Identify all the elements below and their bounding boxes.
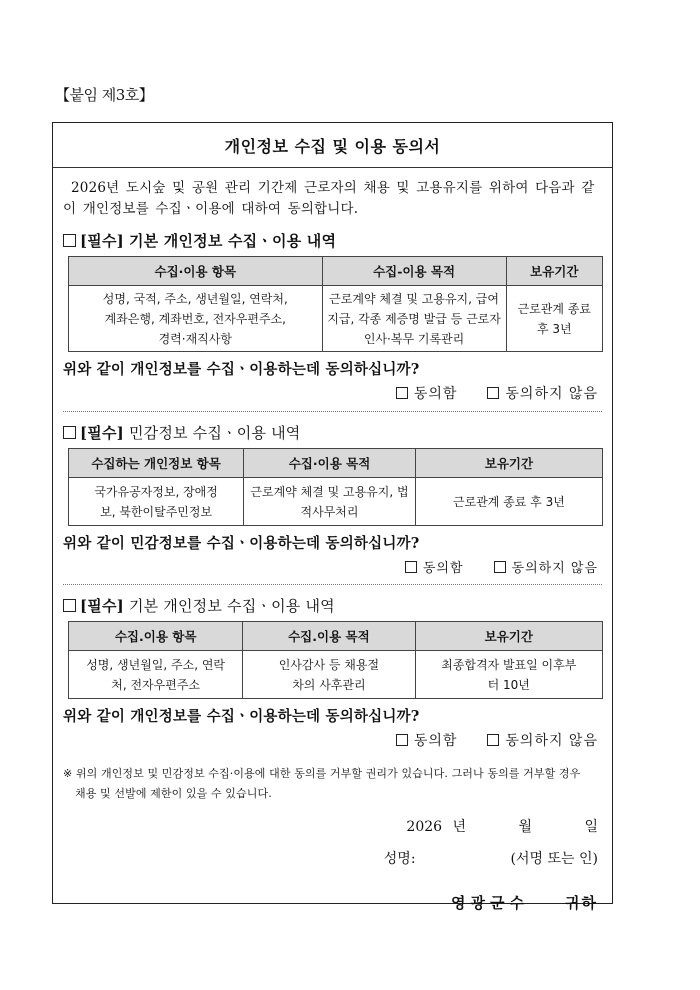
checkbox-agree[interactable] xyxy=(396,387,408,399)
column-header: 수집·이용 목적 xyxy=(244,449,416,478)
section-3-table xyxy=(68,621,603,699)
table-cell: 근로계약 체결 및 고용유지, 급여지급, 각종 제증명 발급 등 근로자 인사·복무 기록관리 xyxy=(322,286,506,352)
section-2-table xyxy=(68,448,603,526)
disagree-option[interactable]: 동의하지 않음 xyxy=(494,557,598,576)
section-heading-text: 기본 개인정보 수집ㆍ이용 내역 xyxy=(128,597,335,615)
day-label: 일 xyxy=(584,819,598,835)
date-row xyxy=(63,816,602,836)
signature-row xyxy=(63,848,602,868)
attachment-label: 【붙임 제3호】 xyxy=(55,86,154,104)
required-tag: [필수] xyxy=(80,424,124,442)
signature-hint: (서명 또는 인) xyxy=(510,851,598,867)
month-label: 월 xyxy=(518,819,533,835)
required-tag: [필수] xyxy=(80,597,124,615)
name-label: 성명: xyxy=(383,851,416,867)
column-header: 수집-이용 목적 xyxy=(322,257,506,286)
checkbox-disagree[interactable] xyxy=(494,561,506,573)
section-2-question: 위와 같이 민감정보를 수집ㆍ이용하는데 동의하십니까? xyxy=(63,535,420,552)
section-heading-text: 민감정보 수집ㆍ이용 내역 xyxy=(128,424,301,442)
checkbox-disagree[interactable] xyxy=(487,734,499,746)
checkbox-square-icon xyxy=(63,234,76,247)
notice-line: ※ 위의 개인정보 및 민감정보 수집·이용에 대한 동의를 거부할 권리가 있습니다. 그러나 동의를 거부할 경우 xyxy=(63,767,581,780)
column-header: 수집하는 개인정보 항목 xyxy=(69,449,244,478)
column-header: 수집.이용 목적 xyxy=(243,622,415,651)
section-1-question: 위와 같이 개인정보를 수집ㆍ이용하는데 동의하십니까? xyxy=(63,361,420,378)
section-1-table xyxy=(68,256,603,352)
title-row xyxy=(53,123,612,168)
column-header: 수집·이용 항목 xyxy=(69,257,323,286)
table-cell: 성명, 생년월일, 주소, 연락처, 전자우편주소 xyxy=(69,651,243,699)
intro-text: 2026년 도시숲 및 공원 관리 기간제 근로자의 채용 및 고용유지를 위하여 다음과 같이 개인정보를 수집ㆍ이용에 대하여 동의합니다. xyxy=(63,180,595,217)
section-2-heading xyxy=(63,422,602,443)
table-cell: 성명, 국적, 주소, 생년월일, 연락처, 계좌은행, 계좌번호, 전자우편주소, 경력·재직사항 xyxy=(69,286,323,352)
section-2-consent-options xyxy=(63,557,602,576)
column-header: 수집.이용 항목 xyxy=(69,622,243,651)
section-1-heading xyxy=(63,230,602,251)
table-cell: 인사감사 등 채용절차의 사후관리 xyxy=(243,651,415,699)
table-cell: 최종합격자 발표일 이후부터 10년 xyxy=(415,651,602,699)
agree-option[interactable]: 동의함 xyxy=(405,557,464,576)
checkbox-agree[interactable] xyxy=(405,561,417,573)
checkbox-disagree[interactable] xyxy=(487,387,499,399)
checkbox-square-icon xyxy=(63,599,76,612)
recipient-name: 영광군수 xyxy=(451,894,530,912)
disagree-option[interactable]: 동의하지 않음 xyxy=(487,383,598,403)
section-1-consent-options xyxy=(63,383,602,403)
refusal-notice xyxy=(63,764,602,804)
agree-option[interactable]: 동의함 xyxy=(396,730,458,750)
checkbox-agree[interactable] xyxy=(396,734,408,746)
notice-line: 채용 및 선발에 제한이 있을 수 있습니다. xyxy=(75,787,272,800)
recipient-row xyxy=(63,892,602,913)
form-title: 개인정보 수집 및 이용 동의서 xyxy=(224,136,441,156)
consent-form xyxy=(52,122,613,912)
required-tag: [필수] xyxy=(80,232,124,250)
column-header: 보유기간 xyxy=(506,257,602,286)
disagree-option[interactable]: 동의하지 않음 xyxy=(487,730,598,750)
section-3-heading xyxy=(63,595,602,616)
table-cell: 국가유공자정보, 장애정보, 북한이탈주민정보 xyxy=(69,478,244,526)
column-header: 보유기간 xyxy=(415,449,602,478)
agree-option[interactable]: 동의함 xyxy=(396,383,458,403)
checkbox-square-icon xyxy=(63,426,76,439)
table-cell: 근로관계 종료 후 3년 xyxy=(415,478,602,526)
section-3-consent-options xyxy=(63,730,602,750)
year-label: 년 xyxy=(452,819,467,835)
table-cell: 근로관계 종료 후 3년 xyxy=(506,286,602,352)
section-heading-text: 기본 개인정보 수집ㆍ이용 내역 xyxy=(128,232,337,250)
table-cell: 근로계약 체결 및 고용유지, 법적사무처리 xyxy=(244,478,416,526)
date-year: 2026 xyxy=(406,819,443,835)
dotted-divider xyxy=(63,411,602,412)
dotted-divider xyxy=(63,584,602,585)
section-3-question: 위와 같이 개인정보를 수집ㆍ이용하는데 동의하십니까? xyxy=(63,708,420,725)
column-header: 보유기간 xyxy=(415,622,602,651)
recipient-suffix: 귀하 xyxy=(565,894,598,912)
